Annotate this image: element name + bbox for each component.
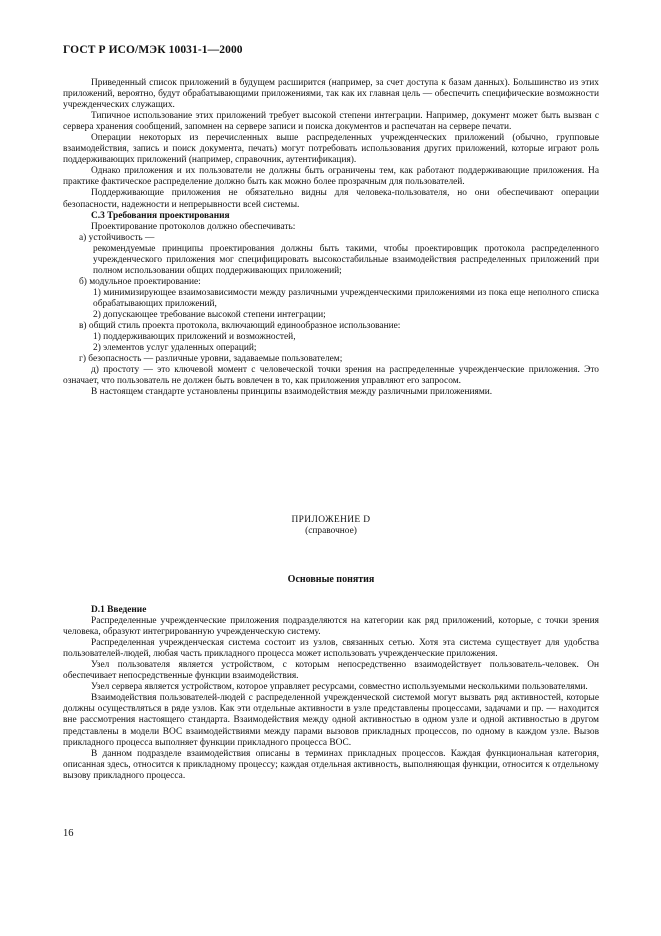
paragraph: Распределенные учрежденческие приложения подразделяются на категории как ряд приложений, которые, с точки зрения человека, образуют интегрированную учрежденческую систему. [63, 616, 599, 638]
page-number: 16 [63, 828, 74, 839]
paragraph: а) устойчивость — [79, 232, 155, 243]
paragraph: Операции некоторых из перечисленных выше распределенных учрежденческих приложений (обычно, групповые взаимодействия, запись и поиск документа, печать) могут потребовать использования других приложений, которые играют роль поддерживающих приложений (например, справочник, аутентификация). [63, 133, 599, 166]
paragraph: В настоящем стандарте установлены принципы взаимодействия между различными приложениями. [91, 387, 493, 398]
annex-title: ПРИЛОЖЕНИЕ D [291, 515, 371, 525]
paragraph: рекомендуемые принципы проектирования должны быть такими, чтобы проектировщик протокола распределенного учрежденческого приложения мог специфицировать высокостабильные взаимодействия распределенных приложений при полном использовании общих поддерживающих приложений; [93, 243, 599, 276]
paragraph: 2) допускающее требование высокой степени интеграции; [93, 309, 326, 320]
paragraph: Приведенный список приложений в будущем расширится (например, за счет доступа к базам данных). Большинство из этих приложений, вероятно, будут обрабатывающими приложениями, так как их главная цель — обеспечить специфические возможности учрежденческих служащих. [63, 78, 599, 111]
paragraph: Однако приложения и их пользователи не должны быть ограничены тем, как работают поддерживающие приложения. На практике фактическое распределение должно быть как можно более прозрачным для пользователей. [63, 166, 599, 188]
paragraph: д) простоту — это ключевой момент с человеческой точки зрения на распределенные учрежденческие приложения. Это означает, что пользователь не должен быть вовлечен в то, как приложения управляют его запросом. [63, 365, 599, 387]
paragraph: Проектирование протоколов должно обеспечивать: [91, 221, 296, 232]
document-header: ГОСТ Р ИСО/МЭК 10031-1—2000 [63, 44, 243, 56]
paragraph: г) безопасность — различные уровни, задаваемые пользователем; [79, 354, 343, 365]
paragraph: в) общий стиль проекта протокола, включающий единообразное использование: [79, 321, 401, 332]
annex-subtitle: (справочное) [305, 526, 357, 536]
body-text-lower [63, 605, 599, 782]
paragraph: В данном подразделе взаимодействия описаны в терминах прикладных процессов. Каждая функциональная категория, описанная здесь, относится к прикладному процессу; каждая отдельная активность, выполняющая функции, относится к отдельному вызову прикладного процесса. [63, 748, 599, 781]
paragraph: Узел сервера является устройством, которое управляет ресурсами, совместно используемыми несколькими пользователями. [91, 682, 588, 693]
paragraph: Типичное использование этих приложений требует высокой степени интеграции. Например, документ может быть вызван с сервера хранения сообщений, запомнен на сервере записи и поиска документов и распечатан на сервере печати. [63, 111, 599, 133]
body-text-upper [63, 78, 599, 398]
paragraph: Взаимодействия пользователей-людей с распределенной учрежденческой системой могут вызвать ряд активностей, которые должны осуществляться в ряде узлов. Как эти отдельные активности в узле представлены процессами, задачами и пр. — находится вне рассмотрения настоящего стандарта. Взаимодействия между одной активностью в одном узле и одной активностью в другом представлены в модели ВОС взаимодействиями между парами вызовов прикладных процессов, по одному в каждом узле. Вызов прикладного процесса выполняет функции прикладного процесса ВОС. [63, 693, 599, 748]
section-heading: Основные понятия [287, 574, 375, 585]
paragraph: Узел пользователя является устройством, с которым непосредственно взаимодействует пользователь-человек. Он обеспечивает непосредственные функции взаимодействия. [63, 660, 599, 682]
paragraph: 2) элементов услуг удаленных операций; [93, 343, 257, 354]
paragraph: Поддерживающие приложения не обязательно видны для человека-пользователя, но они обеспечивают операции безопасности, надежности и непрерывности всей системы. [63, 188, 599, 210]
paragraph: б) модульное проектирование: [79, 276, 201, 287]
paragraph: 1) минимизирующее взаимозависимости между различными учрежденческими приложениями из пока еще неполного списка обрабатывающих приложений, [93, 287, 599, 309]
paragraph: С.3 Требования проектирования [91, 210, 230, 221]
paragraph: D.1 Введение [91, 605, 147, 615]
paragraph: Распределенная учрежденческая система состоит из узлов, связанных сетью. Хотя эта система существует для удобства пользователей-людей, любая часть прикладного процесса может использовать учрежденческие приложения. [63, 638, 599, 660]
paragraph: 1) поддерживающих приложений и возможностей, [93, 332, 296, 343]
